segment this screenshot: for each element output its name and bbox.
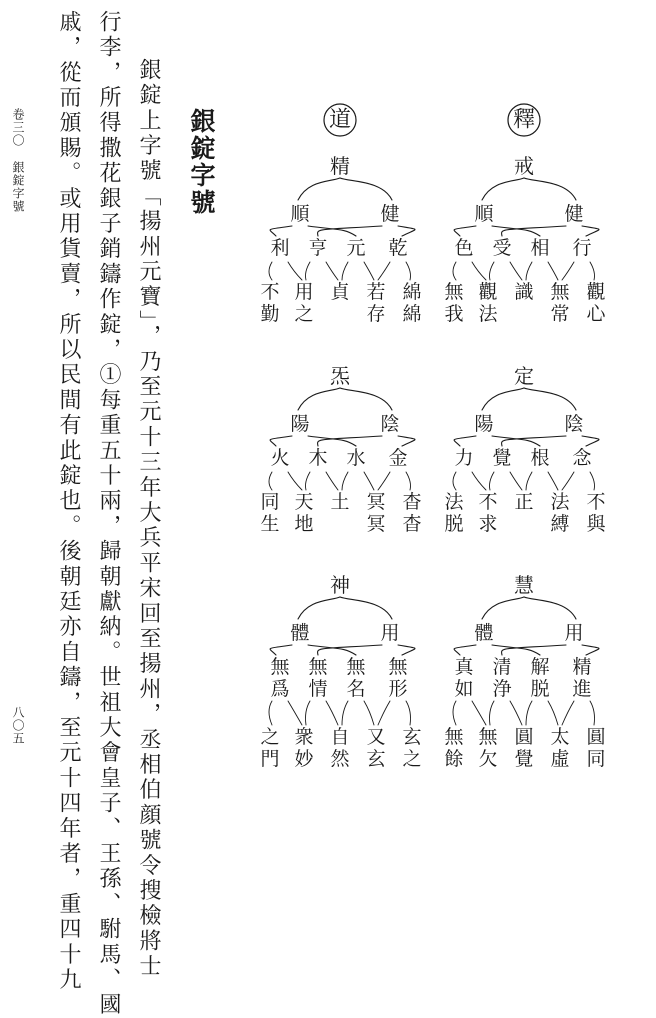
diagram-shen-row2-5-a: 玄: [402, 726, 422, 748]
diagram-dao-row2-5-a: 綿: [402, 281, 422, 303]
diagram-shi-row2-3-a: 識: [514, 281, 534, 303]
diagram-dao-row2-3-a: 貞: [330, 281, 350, 303]
diagram-ding-link-3-b: [548, 472, 558, 490]
diagram-shen-row1-3-b: 名: [346, 678, 366, 700]
diagram-dao-right: 健: [380, 203, 400, 225]
diagram-shen-row1-2-a: 無: [308, 656, 328, 678]
diagram-shi-row1-2: 受: [492, 237, 512, 259]
diagram-shen-row2-2-b: 妙: [294, 748, 314, 770]
diagram-shen-row2-1-a: 之: [260, 726, 280, 748]
diagram-dao-link-3-b: [364, 262, 374, 280]
diagram-hui-row1-3-b: 脱: [530, 678, 550, 700]
diagram-shen-link-4-a: [378, 701, 390, 725]
diagram-ding-link-1-a: [453, 472, 456, 490]
diagram-qi-row2-4-a: 冥: [366, 491, 386, 513]
diagram-qi-branch-left: [298, 388, 340, 410]
diagram-hui-row2-5-b: 同: [586, 748, 606, 770]
diagram-qi-link-2-a: [306, 472, 311, 490]
diagram-shen-leg-1: [270, 645, 292, 655]
diagram-dao-row2-2-b: 之: [294, 303, 314, 325]
diagram-shen-leg-3: [318, 645, 382, 655]
diagram-qi-row1-2: 木: [308, 447, 328, 469]
diagram-hui-link-4-a: [562, 701, 574, 725]
diagram-hui-link-1-a: [453, 701, 456, 725]
diagram-shi-left: 順: [474, 203, 494, 225]
diagram-qi-leg-4: [398, 436, 415, 446]
diagram-shi-row1-1: 色: [454, 237, 474, 259]
diagram-shen-link-3-a: [342, 701, 348, 725]
diagram-hui-link-2-b: [510, 701, 522, 725]
diagram-hui-row2-4-b: 虛: [550, 748, 570, 770]
diagram-ding-row2-4-a: 法: [550, 491, 570, 513]
diagram-ding-row2-2-b: 求: [478, 513, 498, 535]
diagram-shi-row2-1-b: 我: [444, 303, 464, 325]
diagram-hui-row1-2-a: 清: [492, 656, 512, 678]
diagram-dao-leg-4: [398, 226, 415, 236]
diagram-shen-row2-4-a: 又: [366, 726, 386, 748]
diagram-shi-link-1-a: [453, 262, 456, 280]
diagram-hui-row2-2-b: 欠: [478, 748, 498, 770]
diagram-hui-link-3-a: [526, 701, 532, 725]
diagram-shi-row2-5-a: 觀: [586, 281, 606, 303]
diagram-shi-row2-4-a: 無: [550, 281, 570, 303]
diagram-shen-row1-1-a: 無: [270, 656, 290, 678]
diagram-shen-row2-5-b: 之: [402, 748, 422, 770]
diagram-dao-heading: 道: [328, 107, 352, 133]
diagram-shi-link-2-b: [510, 262, 522, 280]
diagram-shen-link-4-b: [406, 701, 411, 725]
diagram-qi-row2-4-b: 冥: [366, 513, 386, 535]
diagram-hui-row2-1-b: 餘: [444, 748, 464, 770]
diagram-hui-row1-3-a: 解: [530, 656, 550, 678]
diagram-shen-row2-3-b: 然: [330, 748, 350, 770]
diagram-ding-row1-3: 根: [530, 447, 550, 469]
diagram-shen-row1-3-a: 無: [346, 656, 366, 678]
diagram-ding-link-4-a: [562, 472, 574, 490]
diagram-qi-row2-1-b: 生: [260, 513, 280, 535]
diagram-shi-link-1-b: [472, 262, 486, 280]
diagram-qi-row2-2-b: 地: [294, 513, 314, 535]
diagram-dao-row2-1-b: 勤: [260, 303, 280, 325]
diagram-shen-link-3-b: [364, 701, 374, 725]
diagram-dao-row2-4-a: 若: [366, 281, 386, 303]
diagram-shi-branch-left: [482, 178, 524, 200]
diagram-ding-row2-1-a: 法: [444, 491, 464, 513]
diagram-shen-leg-4: [398, 645, 415, 655]
diagram-shi-link-2-a: [490, 262, 495, 280]
diagram-qi-link-3-b: [364, 472, 374, 490]
diagram-qi-row1-3: 水: [346, 447, 366, 469]
diagram-shi-row2-5-b: 心: [586, 303, 606, 325]
diagram-ding-row2-2-a: 不: [478, 491, 498, 513]
diagram-dao-row1-3: 元: [346, 237, 366, 259]
diagram-ding-row1-4: 念: [572, 447, 592, 469]
diagram-qi-right: 陰: [380, 413, 400, 435]
diagram-shi-row2-2-b: 法: [478, 303, 498, 325]
diagram-qi-row2-5-a: 杳: [402, 491, 422, 513]
diagram-ding-row2-3-a: 正: [514, 491, 534, 513]
diagram-ding-leg-1: [454, 436, 476, 446]
diagram-shen-row1-2-b: 情: [308, 678, 328, 700]
diagram-dao-link-4-b: [406, 262, 411, 280]
diagram-shen-row2-2-a: 衆: [294, 726, 314, 748]
diagram-ding-link-2-a: [490, 472, 495, 490]
diagram-shi-row2-1-a: 無: [444, 281, 464, 303]
diagram-dao-row1-4: 乾: [388, 237, 408, 259]
diagram-shen-link-1-a: [269, 701, 272, 725]
diagram-hui-row2-3-a: 圓: [514, 726, 534, 748]
diagram-hui-row1-1-b: 如: [454, 678, 474, 700]
diagram-dao-root: 精: [330, 154, 350, 178]
diagram-dao-branch-left: [298, 178, 340, 200]
diagram-shen-row1-4-a: 無: [388, 656, 408, 678]
diagram-shen-row2-1-b: 門: [260, 748, 280, 770]
diagram-qi-branch-right: [340, 388, 392, 410]
diagram-dao-row2-2-a: 用: [294, 281, 314, 303]
diagram-qi-row2-3-a: 土: [330, 491, 350, 513]
diagram-shi-row1-4: 行: [572, 237, 592, 259]
body-text-line-2: 行李，所得撒花銀子銷鑄作錠，①每重五十兩，歸朝獻納。世祖大會皇子、王孫、駙馬、國: [96, 10, 121, 1018]
diagram-qi-link-1-b: [288, 472, 302, 490]
diagram-hui-row1-4-a: 精: [572, 656, 592, 678]
diagram-hui-row1-4-b: 進: [572, 678, 592, 700]
diagram-ding-branch-left: [482, 388, 524, 410]
diagram-hui-root: 慧: [514, 573, 534, 597]
diagram-qi-row2-2-a: 天: [294, 491, 314, 513]
diagram-hui-leg-4: [582, 645, 599, 655]
diagram-shen-link-2-a: [306, 701, 311, 725]
diagram-shen-row2-3-a: 自: [330, 726, 350, 748]
diagram-ding-row2-5-b: 與: [586, 513, 606, 535]
section-title: 銀錠字號: [187, 108, 216, 216]
diagram-shen-link-1-b: [288, 701, 302, 725]
diagram-shi-leg-3: [502, 226, 566, 236]
diagram-dao-row2-1-a: 不: [260, 281, 280, 303]
diagram-dao-row2-4-b: 存: [366, 303, 386, 325]
diagram-ding-left: 陽: [474, 413, 494, 435]
diagram-hui-leg-1: [454, 645, 476, 655]
diagram-shen-left: 體: [290, 622, 310, 644]
diagram-ding-link-3-a: [526, 472, 532, 490]
diagram-shen-root: 神: [330, 573, 350, 597]
diagram-shi-row2-2-a: 觀: [478, 281, 498, 303]
diagram-ding-row2-1-b: 脱: [444, 513, 464, 535]
diagram-dao-row1-1: 利: [270, 237, 290, 259]
diagram-qi-link-1-a: [269, 472, 272, 490]
diagram-shi-right: 健: [564, 203, 584, 225]
diagram-dao-left: 順: [290, 203, 310, 225]
diagram-shi-link-3-a: [526, 262, 532, 280]
diagram-hui-row1-2-b: 浄: [492, 678, 512, 700]
diagram-dao-row2-5-b: 綿: [402, 303, 422, 325]
diagram-shi-row1-3: 相: [530, 237, 550, 259]
diagram-hui-row2-1-a: 無: [444, 726, 464, 748]
diagram-shen-link-2-b: [326, 701, 338, 725]
diagram-dao-link-1-a: [269, 262, 272, 280]
diagram-shi-link-4-b: [590, 262, 595, 280]
diagram-qi-link-3-a: [342, 472, 348, 490]
diagram-ding-row2-4-b: 縛: [550, 513, 570, 535]
diagram-dao-link-2-b: [326, 262, 338, 280]
diagram-dao-link-3-a: [342, 262, 348, 280]
diagram-shen-row1-4-b: 形: [388, 678, 408, 700]
page-number: 八〇五: [11, 706, 25, 745]
diagram-hui-link-1-b: [472, 701, 486, 725]
diagram-dao-link-4-a: [378, 262, 390, 280]
margin-volume: 卷三〇: [11, 108, 25, 147]
diagram-dao-leg-3: [318, 226, 382, 236]
diagram-shen-row1-1-b: 爲: [270, 678, 290, 700]
diagram-hui-row2-3-b: 覺: [514, 748, 534, 770]
diagram-qi-row2-5-b: 杳: [402, 513, 422, 535]
diagram-hui-right: 用: [564, 622, 584, 644]
body-text-line-3: 戚，從而頒賜。或用貨賣，所以民間有此錠也。後朝廷亦自鑄，至元十四年者，重四十九: [56, 10, 81, 993]
diagram-hui-link-4-b: [590, 701, 595, 725]
diagram-hui-link-3-b: [548, 701, 558, 725]
diagram-dao-branch-right: [340, 178, 392, 200]
diagram-shi-leg-4: [582, 226, 599, 236]
diagram-qi-row2-1-a: 同: [260, 491, 280, 513]
diagram-ding-row2-5-a: 不: [586, 491, 606, 513]
diagram-dao-link-2-a: [306, 262, 311, 280]
diagram-qi-left: 陽: [290, 413, 310, 435]
diagram-shi-root: 戒: [514, 154, 534, 178]
diagram-ding-row1-1: 力: [454, 447, 474, 469]
diagram-shen-branch-left: [298, 597, 340, 619]
diagram-hui-leg-3: [502, 645, 566, 655]
diagram-qi-row1-4: 金: [388, 447, 408, 469]
diagram-shi-branch-right: [524, 178, 576, 200]
diagram-ding-branch-right: [524, 388, 576, 410]
diagram-dao-row1-2: 亨: [308, 237, 328, 259]
diagram-hui-row2-5-a: 圓: [586, 726, 606, 748]
diagram-hui-row1-1-a: 真: [454, 656, 474, 678]
diagram-ding-row1-2: 覺: [492, 447, 512, 469]
diagram-shi-link-4-a: [562, 262, 574, 280]
diagram-ding-link-4-b: [590, 472, 595, 490]
diagram-dao-link-1-b: [288, 262, 302, 280]
diagram-shi-link-3-b: [548, 262, 558, 280]
diagram-shi-leg-1: [454, 226, 476, 236]
diagram-hui-row2-2-a: 無: [478, 726, 498, 748]
diagram-ding-leg-3: [502, 436, 566, 446]
diagram-ding-right: 陰: [564, 413, 584, 435]
diagram-ding-leg-4: [582, 436, 599, 446]
diagram-hui-branch-left: [482, 597, 524, 619]
body-text-line-1: 銀錠上字號「揚州元寶」，乃至元十三年大兵平宋回至揚州，丞相伯顔號令搜檢將士: [136, 58, 161, 980]
margin-section: 銀錠字號: [11, 161, 25, 213]
diagram-qi-leg-3: [318, 436, 382, 446]
diagram-shi-heading: 釋: [512, 107, 536, 133]
diagram-shen-branch-right: [340, 597, 392, 619]
diagram-ding-link-1-b: [472, 472, 486, 490]
diagram-hui-link-2-a: [490, 701, 495, 725]
diagram-hui-branch-right: [524, 597, 576, 619]
diagram-ding-root: 定: [514, 364, 534, 388]
diagram-qi-leg-1: [270, 436, 292, 446]
diagram-shen-right: 用: [380, 622, 400, 644]
diagram-qi-link-2-b: [326, 472, 338, 490]
diagram-ding-link-2-b: [510, 472, 522, 490]
diagram-qi-link-4-a: [378, 472, 390, 490]
diagram-qi-row1-1: 火: [270, 447, 290, 469]
diagram-hui-left: 體: [474, 622, 494, 644]
diagram-shen-row2-4-b: 玄: [366, 748, 386, 770]
diagram-shi-row2-4-b: 常: [550, 303, 570, 325]
diagram-qi-link-4-b: [406, 472, 411, 490]
diagram-dao-leg-1: [270, 226, 292, 236]
diagram-hui-row2-4-a: 太: [550, 726, 570, 748]
diagram-qi-root: 炁: [330, 364, 350, 388]
